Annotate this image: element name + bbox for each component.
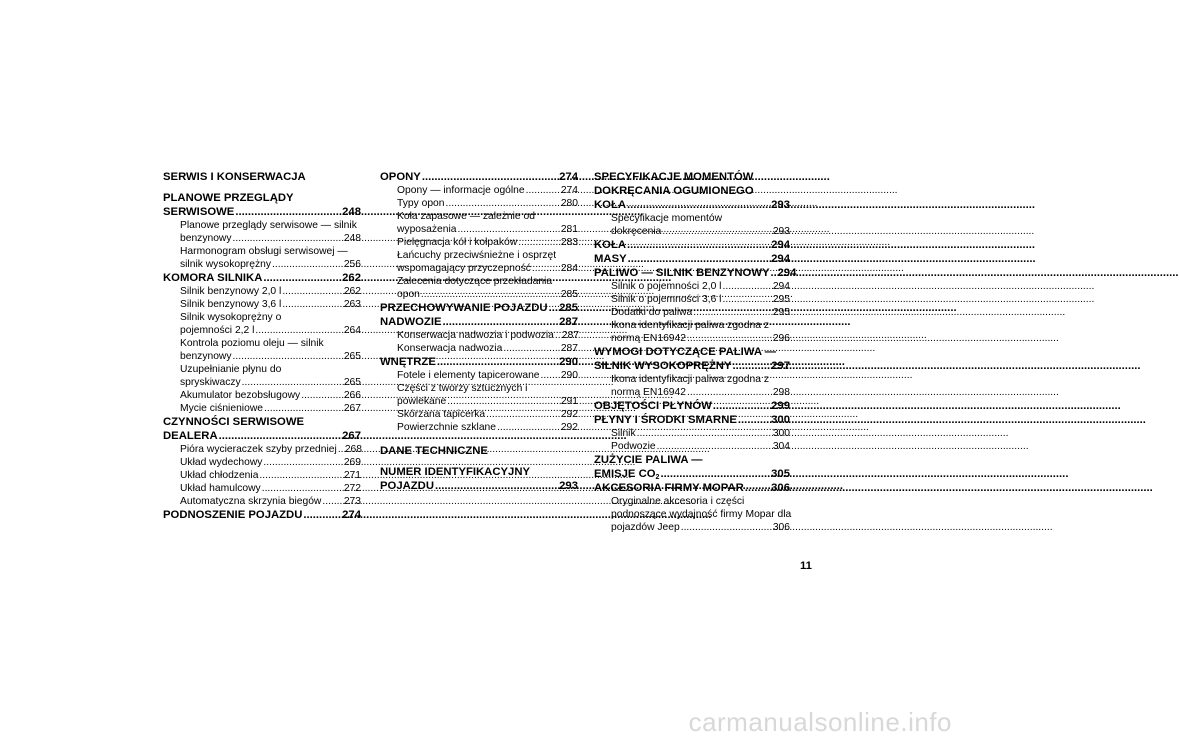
toc-entry[interactable]: Pióra wycieraczek szyby przedniej ..... 268 [163, 443, 361, 456]
toc-entry[interactable]: Pielęgnacja kół i kołpaków ..... 283 [380, 236, 578, 249]
toc-entry[interactable]: silnik wysokoprężny ..... 256 [163, 258, 361, 271]
toc-entry-line[interactable]: podnoszące wydajność firmy Mopar dla [611, 509, 792, 520]
toc-column-3 [594, 170, 797, 534]
toc-entry[interactable]: wyposażenia ..... 281 [380, 223, 578, 236]
toc-entry[interactable]: Silnik o pojemności 3,6 l ..... 295 [594, 293, 790, 306]
toc-entry[interactable]: Mycie ciśnieniowe ..... 267 [163, 402, 361, 415]
toc-entry-line[interactable]: Harmonogram obsługi serwisowej — [180, 246, 348, 257]
toc-entry-line[interactable]: Uzupełnianie płynu do [180, 364, 282, 375]
toc-entry[interactable]: normą EN16942 ..... 296 [594, 332, 790, 345]
toc-entry-line[interactable]: Oryginalne akcesoria i części [611, 496, 745, 507]
toc-entry[interactable]: opon ..... 285 [380, 288, 578, 301]
toc-entry[interactable]: Silnik benzynowy 3,6 l ..... 263 [163, 298, 361, 311]
toc-chapter-vin-line1[interactable]: NUMER IDENTYFIKACYJNY [380, 466, 531, 478]
page-number: 11 [800, 560, 812, 572]
toc-chapter-torque-line2[interactable]: DOKRĘCANIA OGUMIONEGO [594, 185, 754, 197]
toc-entry[interactable]: Konserwacja nadwozia ..... 287 [380, 342, 578, 355]
toc-entry[interactable]: Silnik o pojemności 2,0 l ..... 294 [594, 280, 790, 293]
toc-entry[interactable]: wspomagający przyczepność ..... 284 [380, 262, 578, 275]
toc-chapter-torque-line1[interactable]: SPECYFIKACJE MOMENTÓW [594, 171, 754, 183]
toc-entry-line[interactable]: Koła zapasowe — zależnie od [397, 211, 535, 222]
section-title-technical-data: DANE TECHNICZNE [380, 445, 488, 457]
toc-entry[interactable]: pojazdów Jeep ..... 306 [594, 521, 790, 534]
toc-column-1 [163, 170, 361, 522]
toc-chapter-tires[interactable]: OPONY ..... 274 [380, 170, 578, 184]
toc-chapter-fuel-consumption-line1[interactable]: ZUŻYCIE PALIWA — [594, 454, 703, 466]
toc-entry[interactable]: Podwozie ..... 304 [594, 440, 790, 453]
toc-entry-line[interactable]: Ikona identyfikacji paliwa zgodna z [611, 320, 769, 331]
toc-chapter-body[interactable]: NADWOZIE ..... 287 [380, 315, 578, 329]
toc-chapter-scheduled-services[interactable]: SERWISOWE ..... 248 [163, 205, 361, 219]
toc-chapter-fuel-consumption[interactable]: EMISJE $CO_2$ ..... 305 [594, 467, 790, 481]
toc-chapter-vehicle-lifting[interactable]: PODNOSZENIE POJAZDU ..... 274 [163, 508, 361, 522]
toc-entry[interactable]: Układ hamulcowy ..... 272 [163, 482, 361, 495]
toc-chapter-fuel-diesel[interactable]: SILNIK WYSOKOPRĘŻNY ..... 297 [594, 359, 790, 373]
toc-chapter-vin[interactable]: POJAZDU ..... 293 [380, 479, 578, 493]
toc-chapter-scheduled-services-line1[interactable]: PLANOWE PRZEGLĄDY [163, 192, 294, 204]
toc-entry[interactable]: benzynowy ..... 265 [163, 350, 361, 363]
toc-chapter-weights[interactable]: MASY ..... 294 [594, 252, 790, 266]
toc-entry[interactable]: normą EN16942 ..... 298 [594, 386, 790, 399]
toc-entry-line[interactable]: Kontrola poziomu oleju — silnik [180, 338, 324, 349]
toc-column-2 [380, 170, 578, 493]
toc-chapter-dealer-service-line1[interactable]: CZYNNOŚCI SERWISOWE [163, 416, 305, 428]
toc-chapter-fluid-capacities[interactable]: OBJĘTOŚCI PŁYNÓW ..... 299 [594, 399, 790, 413]
toc-entry[interactable]: Akumulator bezobsługowy ..... 266 [163, 389, 361, 402]
toc-chapter-engine-compartment[interactable]: KOMORA SILNIKA ..... 262 [163, 271, 361, 285]
toc-entry-line[interactable]: Zalecenia dotyczące przekładania [397, 276, 553, 287]
page-ref: 248 [342, 206, 361, 218]
toc-entry[interactable]: Układ wydechowy ..... 269 [163, 456, 361, 469]
toc-chapter-mopar-accessories[interactable]: AKCESORIA FIRMY MOPAR ..... 306 [594, 481, 790, 495]
toc-chapter-fuel-diesel-line1[interactable]: WYMOGI DOTYCZĄCE PALIWA — [594, 346, 776, 358]
toc-entry[interactable]: Powierzchnie szklane ..... 292 [380, 421, 578, 434]
toc-entry[interactable]: Skórzana tapicerka ..... 292 [380, 408, 578, 421]
toc-entry[interactable]: Opony — informacje ogólne ..... 274 [380, 184, 578, 197]
section-title-service: SERWIS I KONSERWACJA [163, 171, 306, 183]
toc-entry[interactable]: powlekane ..... 291 [380, 395, 578, 408]
toc-entry[interactable]: pojemności 2,2 l ..... 264 [163, 324, 361, 337]
toc-entry[interactable]: Silnik ..... 300 [594, 427, 790, 440]
toc-entry[interactable]: spryskiwaczy ..... 265 [163, 376, 361, 389]
toc-entry[interactable]: dokręcenia ..... 293 [594, 225, 790, 238]
toc-entry-line[interactable]: Silnik wysokoprężny o [180, 312, 282, 323]
toc-entry[interactable]: benzynowy ..... 248 [163, 232, 361, 245]
toc-entry[interactable]: Układ chłodzenia ..... 271 [163, 469, 361, 482]
watermark: carmanualsonline.info [688, 707, 952, 737]
toc-entry-line[interactable]: Specyfikacje momentów [611, 213, 723, 224]
toc-entry[interactable]: Konserwacja nadwozia i podwozia ..... 287 [380, 329, 578, 342]
toc-chapter-dealer-service[interactable]: DEALERA ..... 267 [163, 429, 361, 443]
toc-entry[interactable]: Silnik benzynowy 2,0 l ..... 262 [163, 285, 361, 298]
toc-entry-line[interactable]: Łańcuchy przeciwśnieżne i osprzęt [397, 250, 557, 261]
toc-chapter-vehicle-storage[interactable]: PRZECHOWYWANIE POJAZDU ..... 285 [380, 301, 578, 315]
toc-chapter-interior[interactable]: WNĘTRZE ..... 290 [380, 355, 578, 369]
toc-entry[interactable]: Dodatki do paliwa ..... 295 [594, 306, 790, 319]
toc-entry-line[interactable]: Ikona identyfikacji paliwa zgodna z [611, 374, 769, 385]
toc-chapter-torque[interactable]: KOŁA ..... 293 [594, 198, 790, 212]
toc-entry-line[interactable]: Części z tworzy sztucznych i [397, 383, 528, 394]
toc-entry[interactable]: Fotele i elementy tapicerowane ..... 290 [380, 369, 578, 382]
toc-chapter-fuel-gasoline[interactable]: PALIWO — SILNIK BENZYNOWY ..... 294 [594, 266, 790, 280]
toc-entry[interactable]: Automatyczna skrzynia biegów ..... 273 [163, 495, 361, 508]
toc-chapter-wheels[interactable]: KOŁA ..... 294 [594, 238, 790, 252]
toc-entry[interactable]: Typy opon ..... 280 [380, 197, 578, 210]
toc-chapter-fluids-lubricants[interactable]: PŁYNY I ŚRODKI SMARNE ..... 300 [594, 413, 790, 427]
toc-entry-line[interactable]: Planowe przeglądy serwisowe — silnik [180, 220, 357, 231]
